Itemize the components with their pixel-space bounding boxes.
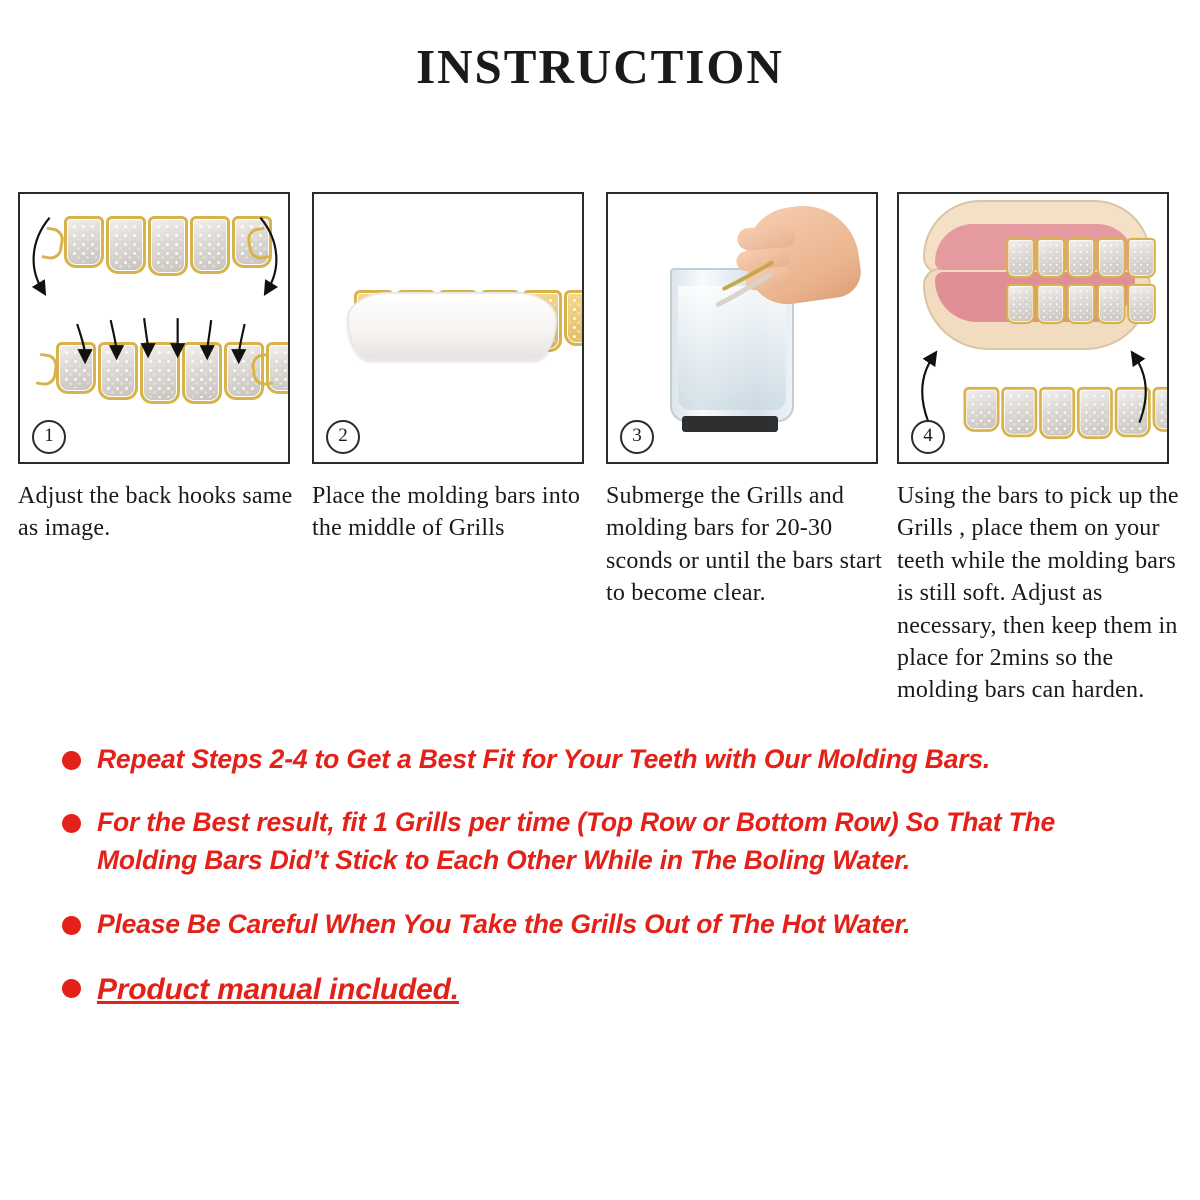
note-item [62,969,1140,1012]
tooth [1001,387,1037,437]
note-item [62,741,1140,779]
tooth [1067,238,1096,278]
notes-list [0,741,1200,1012]
water [678,286,786,410]
step-number-badge: 3 [620,420,654,454]
bullet-dot-icon [62,916,81,935]
steps-row [0,192,1200,707]
step-number-badge: 4 [911,420,945,454]
step-1-caption: Adjust the back hooks same as image. [18,483,293,542]
step-2-caption: Place the molding bars into the middle of Grills [312,483,581,542]
tooth [1006,284,1035,324]
note-item [62,906,1140,944]
bullet-dot-icon [62,814,81,833]
tooth [56,342,96,394]
tooth [190,216,230,274]
tooth [1115,387,1151,437]
tooth [1036,284,1065,324]
tooth [148,216,188,276]
step-3 [606,192,891,610]
tooth [1127,284,1156,324]
step-1-figure [18,192,290,464]
bullet-dot-icon [62,979,81,998]
tooth [64,216,104,268]
step-4-figure [897,192,1169,464]
tooth [1127,238,1156,278]
tooth [182,342,222,404]
tooth [1077,387,1113,439]
tooth [106,216,146,274]
loose-grill-illustration [964,387,1170,439]
tooth [964,387,1000,432]
step-2-figure [312,192,584,464]
tooth [1153,387,1170,432]
step-3-figure [606,192,878,464]
back-hook-left [41,227,65,262]
tooth [564,290,584,346]
bottom-grill-on-model [1006,284,1156,324]
step-number-badge: 1 [32,420,66,454]
tooth [1097,284,1126,324]
bullet-dot-icon [62,751,81,770]
tooth [1036,238,1065,278]
tooth [1006,238,1035,278]
step-number-badge: 2 [326,420,360,454]
top-grill-illustration [64,216,272,276]
tooth [140,342,180,404]
hand-illustration [740,199,864,310]
step-2 [312,192,600,545]
step-3-caption: Submerge the Grills and molding bars for 20-30 sconds or until the bars start to become clear. [606,483,882,607]
glass-base [682,416,778,432]
finger [737,225,796,251]
tooth [1067,284,1096,324]
molding-bar-illustration [347,292,557,360]
tooth [98,342,138,400]
note-text: For the Best result, fit 1 Grills per time (Top Row or Bottom Row) So That The Molding Bars Did’t Stick to Each Other While in The Boling Water. [97,807,1056,875]
step-4-caption: Using the bars to pick up the Grills , place them on your teeth while the molding bars is still soft. Adjust as necessary, then keep them in place for 2mins so the molding bars can harden. [897,483,1179,704]
note-item [62,804,1140,879]
step-1 [18,192,306,545]
note-text: Please Be Careful When You Take the Grills Out of The Hot Water. [97,908,911,939]
step-4 [897,192,1182,707]
note-text: Repeat Steps 2-4 to Get a Best Fit for Your Teeth with Our Molding Bars. [97,743,991,774]
tooth [1097,238,1126,278]
tooth [1039,387,1075,439]
top-grill-on-model [1006,238,1156,278]
page-title: instruction [416,22,784,99]
note-text: Product manual included. [97,973,459,1007]
